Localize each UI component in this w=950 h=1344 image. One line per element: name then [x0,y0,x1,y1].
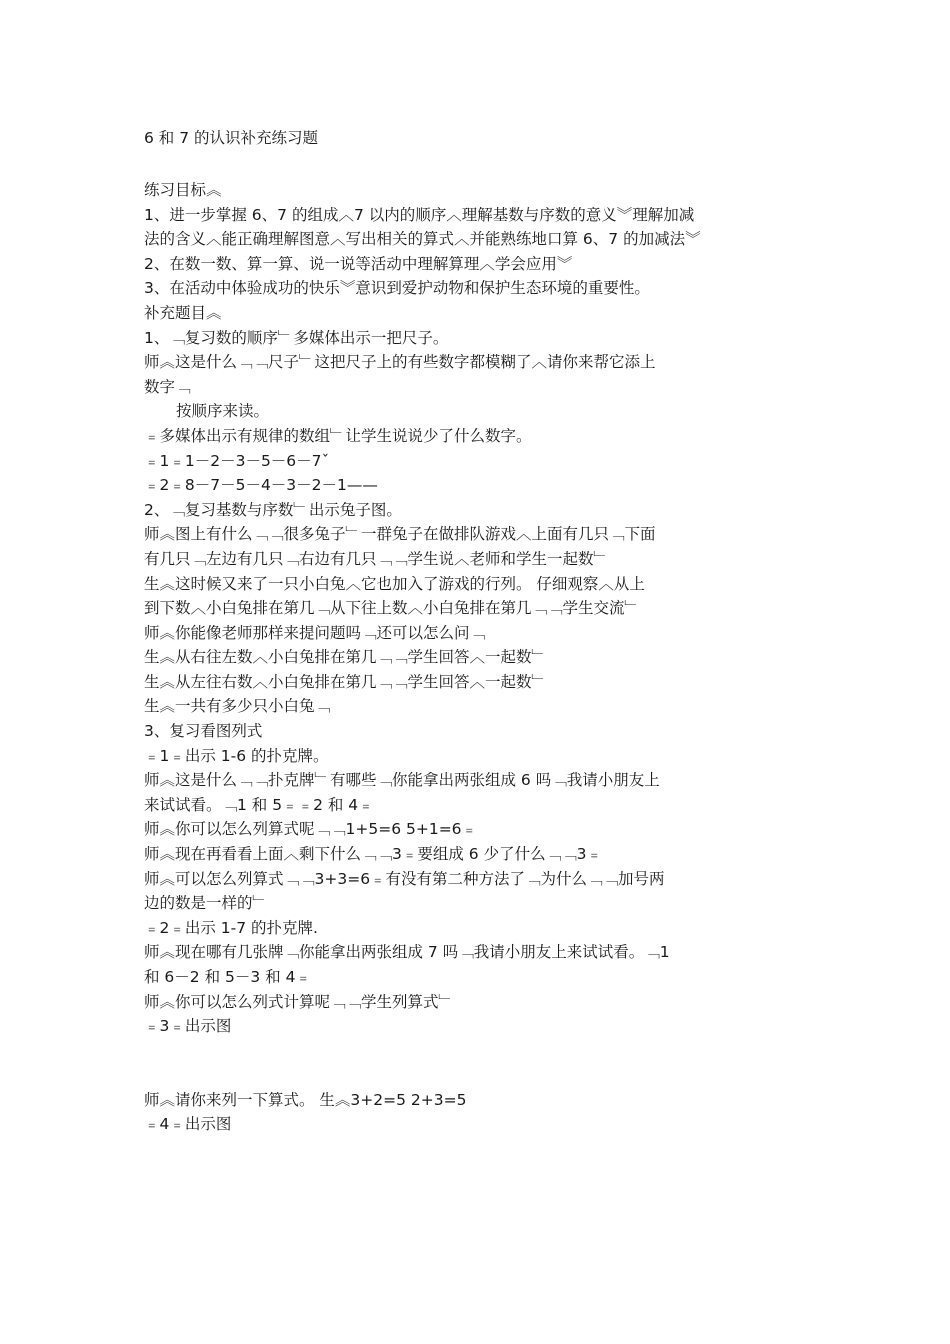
text-line: ﹦1﹦出示 1-6 的扑克牌。 [144,746,329,765]
text-line: 到下数︿小白兔排在第几﹁从下往上数︿小白兔排在第几﹁﹁学生交流﹂ [144,599,641,618]
text-line: 和 6－2 和 5－3 和 4﹦ [144,968,311,986]
text-line: 练习目标︽ [144,181,222,199]
text-line: 师︽可以怎么列算式﹁﹁3+3=6﹦有没有第二种方法了﹁为什么﹁﹁加号两 [144,869,665,888]
text-line: 师︽现在哪有几张牌﹁你能拿出两张组成 7 吗﹁我请小朋友上来试试看。﹁1 [144,943,670,962]
text-line: ﹦4﹦出示图 [144,1115,232,1134]
text-line: ﹦2﹦出示 1-7 的扑克牌. [144,918,318,937]
text-line: 师︽这是什么﹁﹁扑克牌﹂有哪些﹁你能拿出两张组成 6 吗﹁我请小朋友上 [144,771,660,790]
text-line: 数字﹁ [144,377,191,396]
text-line: 2、﹁复习基数与序数﹂出示兔子图。 [144,500,402,519]
text-line: 师︽你可以怎么列式计算呢﹁﹁学生列算式﹂ [144,992,455,1011]
text-line: 3、在活动中体验成功的快乐︾意识到爱护动物和保护生态环境的重要性。 [144,279,650,298]
document-body [144,178,864,1137]
text-line: 2、在数一数、算一算、说一说等活动中理解算理︿学会应用︾ [144,254,573,273]
text-line: 按顺序来读。 [176,402,270,421]
text-line: 师︽请你来列一下算式。 生︽3+2=5 2+3=5 [144,1090,467,1109]
text-line: 1、﹁复习数的顺序﹂多媒体出示一把尺子。 [144,328,449,347]
text-line: ﹦1﹦1－2－3－5－6－7ˇ [144,451,330,470]
text-line: ﹦3﹦出示图 [144,1017,232,1036]
image-gap [144,1039,864,1088]
text-line: 3、复习看图列式 [144,722,263,741]
text-line: 生︽这时候又来了一只小白兔︿它也加入了游戏的行列。 仔细观察︿从上 [144,574,645,593]
text-line: 师︽现在再看看上面︿剩下什么﹁﹁3﹦要组成 6 少了什么﹁﹁3﹦ [144,845,602,864]
text-line: 师︽图上有什么﹁﹁很多兔子﹂一群兔子在做排队游戏︿上面有几只﹁下面 [144,525,656,544]
text-line: 边的数是一样的﹂ [144,894,269,913]
text-line: 有几只﹁左边有几只﹁右边有几只﹁﹁学生说︿老师和学生一起数﹂ [144,549,610,568]
text-line: 1、进一步掌握 6、7 的组成︿7 以内的顺序︿理解基数与序数的意义︾理解加减 [144,205,695,224]
text-line: 师︽这是什么﹁﹁尺子﹂这把尺子上的有些数字都模糊了︿请你来帮它添上 [144,353,656,372]
text-line: ﹦多媒体出示有规律的数组﹂让学生说说少了什么数字。 [144,426,532,445]
text-line: 生︽从左往右数︿小白兔排在第几﹁﹁学生回答︿一起数﹂ [144,672,548,691]
text-line: ﹦2﹦8－7－5－4－3－2－1—— [144,476,378,495]
text-line: 来试试看。﹁1 和 5﹦﹦2 和 4﹦ [144,795,374,814]
text-line: 师︽你可以怎么列算式呢﹁﹁1+5=6 5+1=6﹦ [144,820,478,839]
text-line: 师︽你能像老师那样来提问题吗﹁还可以怎么问﹁ [144,623,486,642]
text-line: 生︽一共有多少只小白兔﹁ [144,697,331,716]
text-line: 补充题目︽ [144,303,222,322]
document-title: 6 和 7 的认识补充练习题 [144,129,319,147]
text-line: 法的含义︿能正确理解图意︿写出相关的算式︿并能熟练地口算 6、7 的加减法︾ [144,230,701,249]
text-line: 生︽从右往左数︿小白兔排在第几﹁﹁学生回答︿一起数﹂ [144,648,548,667]
